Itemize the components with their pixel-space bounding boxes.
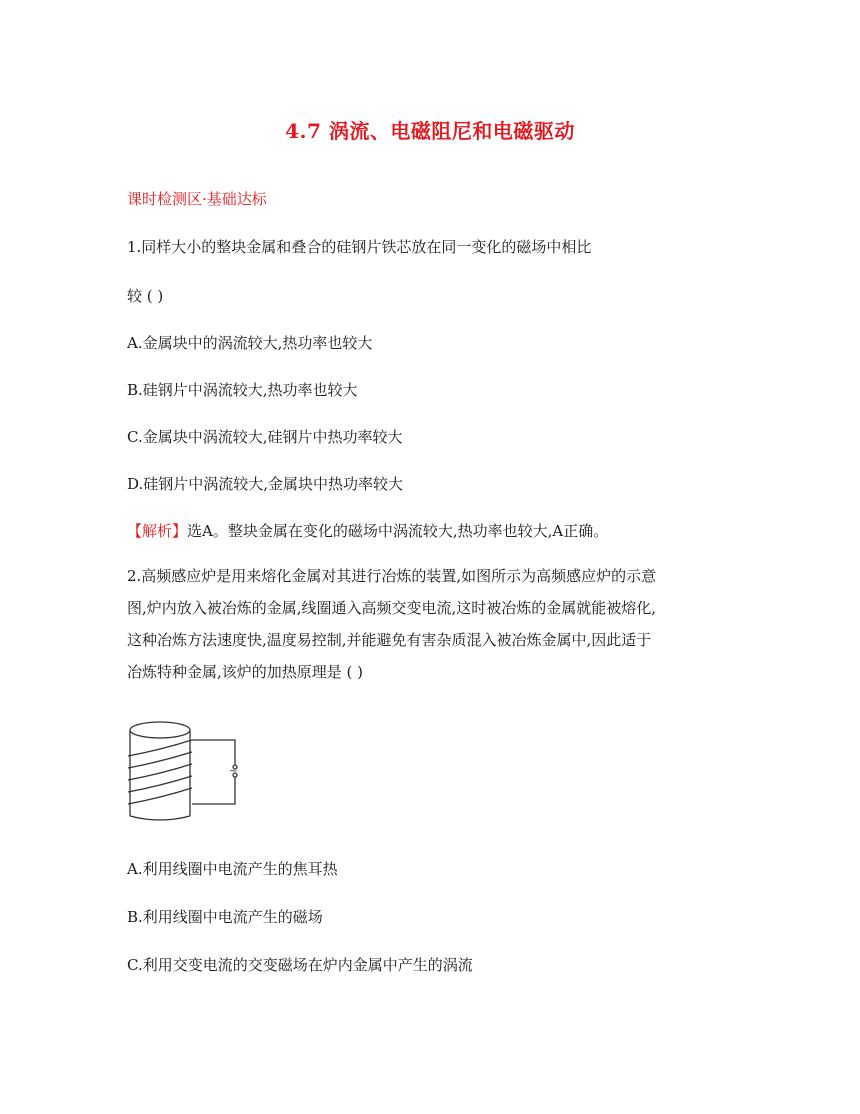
furnace-bottom — [130, 816, 190, 820]
coil-turn-1 — [128, 740, 192, 756]
q1-option-a: A.金属块中的涡流较大,热功率也较大 — [127, 334, 373, 352]
q1-stem-line-1: 1.同样大小的整块金属和叠合的硅钢片铁芯放在同一变化的磁场中相比 — [127, 238, 592, 256]
q1-analysis — [127, 520, 608, 541]
ac-source-symbol: ~ — [229, 766, 238, 777]
q2-option-c: C.利用交变电流的交变磁场在炉内金属中产生的涡流 — [127, 956, 473, 974]
q2-stem-line-1: 2.高频感应炉是用来熔化金属对其进行冶炼的装置,如图所示为高频感应炉的示意 — [127, 567, 657, 585]
induction-furnace-figure — [120, 716, 250, 826]
q2-stem-line-3: 这种冶炼方法速度快,温度易控制,并能避免有害杂质混入被冶炼金属中,因此适于 — [127, 631, 652, 649]
q1-option-d: D.硅钢片中涡流较大,金属块中热功率较大 — [127, 475, 404, 493]
q2-stem-line-4: 冶炼特种金属,该炉的加热原理是 ( ) — [127, 663, 364, 681]
analysis-tag: 【解析】 — [127, 522, 188, 540]
analysis-text: 选A。整块金属在变化的磁场中涡流较大,热功率也较大,A正确。 — [187, 522, 609, 540]
q1-option-c: C.金属块中涡流较大,硅钢片中热功率较大 — [127, 428, 403, 446]
section-heading: 课时检测区·基础达标 — [127, 190, 267, 208]
q2-stem — [127, 560, 737, 688]
lead-wire-bottom — [192, 777, 235, 804]
q1-option-b: B.硅钢片中涡流较大,热功率也较大 — [127, 381, 358, 399]
page-title: 4.7 涡流、电磁阻尼和电磁驱动 — [285, 119, 575, 143]
q2-option-b: B.利用线圈中电流产生的磁场 — [127, 908, 323, 926]
q1-stem-line-2: 较 ( ) — [127, 287, 164, 305]
lead-wire-top — [192, 740, 235, 765]
q2-option-a: A.利用线圈中电流产生的焦耳热 — [127, 860, 338, 878]
q2-stem-line-2: 图,炉内放入被冶炼的金属,线圈通入高频交变电流,这时被冶炼的金属就能被熔化, — [127, 599, 657, 617]
furnace-top-rim — [130, 722, 190, 738]
